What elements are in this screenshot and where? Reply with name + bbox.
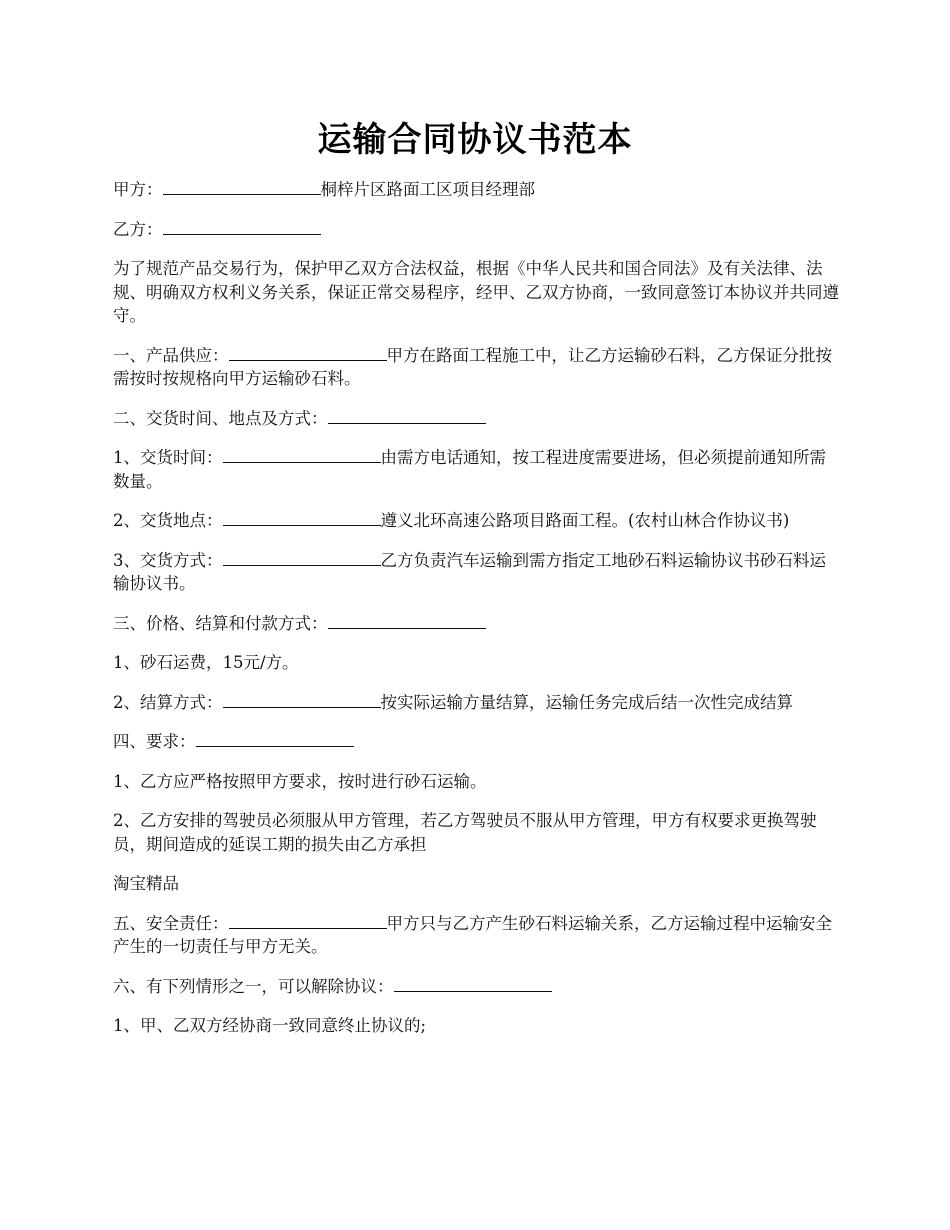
party-b-line (113, 218, 841, 242)
preamble-paragraph: 为了规范产品交易行为，保护甲乙双方合法权益，根据《中华人民共和国合同法》及有关法律、法规、明确双方权利义务关系，保证正常交易程序，经甲、乙双方协商，一致同意签订本协议并共同遵守。 (113, 259, 839, 325)
clause-2-delivery (113, 407, 841, 431)
clause-2-2-text: 遵义北环高速公路项目路面工程。(农村山林合作协议书) (380, 511, 790, 530)
clause-2-1-label: 1、交货时间： (113, 448, 223, 467)
party-a-blank (163, 179, 321, 195)
clause-6-label: 六、有下列情形之一，可以解除协议： (113, 976, 394, 996)
clause-2-3-method (113, 549, 841, 596)
clause-3-2-settlement (113, 691, 841, 715)
clause-3-2-blank (223, 692, 381, 708)
clause-2-1-text: 由需方电话通知，按工程进度需要进场，但必须提前通知所需数量。 (113, 448, 826, 491)
clause-6-1: 1、甲、乙双方经协商一致同意终止协议的; (113, 1016, 427, 1035)
clause-5-blank (229, 913, 387, 929)
clause-2-2-blank (223, 510, 381, 526)
clause-4-label: 四、要求： (113, 732, 196, 751)
clause-3-label: 三、价格、结算和付款方式： (113, 613, 328, 633)
party-b-label: 乙方： (113, 219, 163, 239)
clause-4-requirements (113, 730, 841, 754)
clause-2-blank (328, 408, 486, 424)
clause-1-blank (229, 345, 387, 361)
clause-3-2-label: 2、结算方式： (113, 692, 223, 712)
clause-4-2: 2、乙方安排的驾驶员必须服从甲方管理，若乙方驾驶员不服从甲方管理，甲方有权要求更换驾驶员，期间造成的延误工期的损失由乙方承担 (113, 811, 817, 854)
clause-2-2-location (113, 509, 841, 533)
clause-3-price (113, 612, 841, 636)
party-b-blank (163, 219, 321, 235)
clause-2-label: 二、交货时间、地点及方式： (113, 408, 328, 428)
clause-1-text: 甲方在路面工程施工中，让乙方运输砂石料，乙方保证分批按需按时按规格向甲方运输砂石料。 (113, 345, 832, 388)
clause-5-label: 五、安全责任： (113, 913, 229, 933)
document-body (113, 178, 841, 1054)
clause-6-blank (394, 976, 552, 992)
clause-6-termination (113, 975, 841, 999)
clause-2-1-blank (223, 447, 381, 463)
party-a-value: 桐梓片区路面工区项目经理部 (320, 180, 535, 199)
clause-5-safety (113, 912, 841, 959)
document-title: 运输合同协议书范本 (317, 120, 633, 160)
party-a-line (113, 178, 841, 202)
clause-2-1-time (113, 446, 841, 493)
clause-4-1: 1、乙方应严格按照甲方要求，按时进行砂石运输。 (113, 771, 487, 791)
clause-2-3-blank (223, 550, 381, 566)
clause-3-1-freight: 1、砂石运费，15元/方。 (113, 653, 299, 672)
clause-2-3-label: 3、交货方式： (113, 550, 223, 570)
clause-4-blank (196, 731, 354, 747)
clause-2-2-label: 2、交货地点： (113, 511, 223, 530)
clause-5-text: 甲方只与乙方产生砂石料运输关系，乙方运输过程中运输安全产生的一切责任与甲方无关。 (113, 913, 832, 956)
clause-3-2-text: 按实际运输方量结算，运输任务完成后结一次性完成结算 (380, 692, 793, 712)
clause-2-3-text: 乙方负责汽车运输到需方指定工地砂石料运输协议书砂石料运输协议书。 (113, 550, 826, 593)
clause-3-blank (328, 613, 486, 629)
clause-1-label: 一、产品供应： (113, 345, 229, 365)
clause-1-supply (113, 344, 841, 391)
party-a-label: 甲方： (113, 180, 163, 199)
watermark-text: 淘宝精品 (113, 874, 179, 893)
